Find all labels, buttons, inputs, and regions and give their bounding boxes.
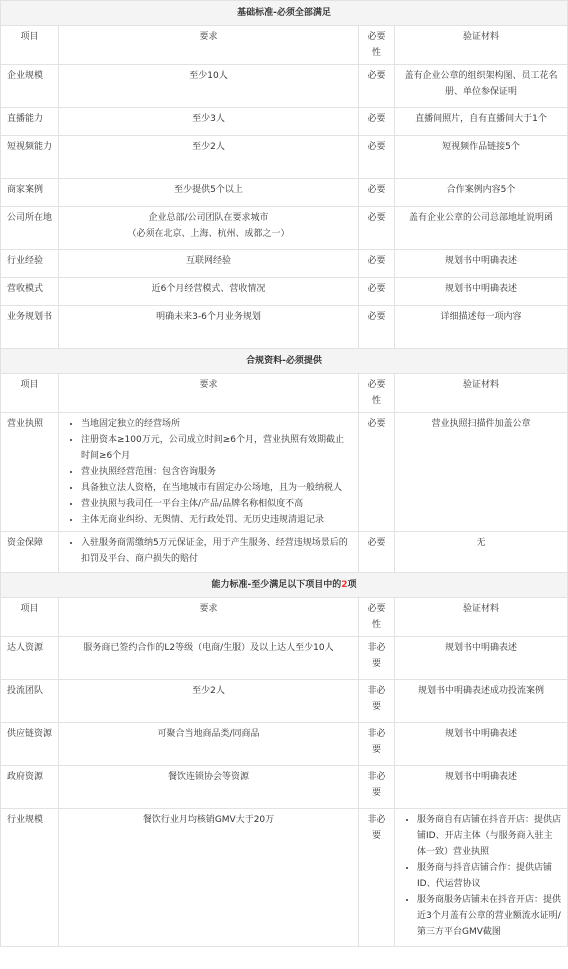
row-requirement: 至少提供5个以上: [59, 179, 359, 207]
row-item: 直播能力: [1, 108, 59, 136]
row-necessity: 非必要: [359, 723, 395, 766]
row-verification: 盖有企业公章的组织架构图、员工花名册、单位参保证明: [395, 65, 568, 108]
header-row-ability: [1, 598, 568, 637]
row-item: 达人资源: [1, 637, 59, 680]
row-requirement-list: [59, 413, 359, 532]
row-verification: 规划书中明确表述: [395, 766, 568, 809]
row-verification: 短视频作品链接5个: [395, 136, 568, 179]
bullet-list: [65, 535, 352, 567]
row-item: 公司所在地: [1, 207, 59, 250]
row-necessity: 必要: [359, 413, 395, 532]
header-item: 项目: [1, 598, 59, 637]
row-requirement: 至少2人: [59, 136, 359, 179]
table-row: [1, 306, 568, 349]
section-title-prefix: 能力标准-至少满足以下项目中的: [211, 580, 342, 590]
table-row: [1, 278, 568, 306]
header-verification: 验证材料: [395, 26, 568, 65]
row-verification: 规划书中明确表述: [395, 723, 568, 766]
header-requirement: 要求: [59, 374, 359, 413]
section-header-ability: [1, 573, 568, 598]
table-row: [1, 207, 568, 250]
row-item: 行业经验: [1, 250, 59, 278]
row-verification: 详细描述每一项内容: [395, 306, 568, 349]
row-item: 短视频能力: [1, 136, 59, 179]
row-necessity: 必要: [359, 207, 395, 250]
row-necessity: 必要: [359, 65, 395, 108]
row-item: 业务规划书: [1, 306, 59, 349]
bullet-list: [65, 416, 352, 528]
row-requirement: 可聚合当地商品类/同商品: [59, 723, 359, 766]
row-item: 行业规模: [1, 809, 59, 947]
header-requirement: 要求: [59, 26, 359, 65]
table-row: [1, 809, 568, 947]
list-item: • 当地固定独立的经营场所: [81, 416, 352, 432]
row-necessity: 必要: [359, 306, 395, 349]
header-row-compliance: [1, 374, 568, 413]
row-item: 资金保障: [1, 532, 59, 573]
list-item: • 具备独立法人资格，在当地城市有固定办公场地，且为一般纳税人: [81, 480, 352, 496]
section-title-ability: [1, 573, 568, 598]
row-necessity: 必要: [359, 136, 395, 179]
row-verification: 直播间照片，自有直播间大于1个: [395, 108, 568, 136]
list-item: • 注册资本≥100万元，公司成立时间≥6个月，营业执照有效期截止时间≥6个月: [81, 432, 352, 464]
row-item: 供应链资源: [1, 723, 59, 766]
row-necessity: 非必要: [359, 680, 395, 723]
row-requirement: 至少2人: [59, 680, 359, 723]
row-requirement: 明确未来3-6个月业务规划: [59, 306, 359, 349]
list-item: • 服务商自有店铺在抖音开店：提供店铺ID、开店主体（与服务商入驻主体一致）营业执照: [417, 812, 561, 860]
row-necessity: 必要: [359, 250, 395, 278]
section-title-count: 2: [341, 580, 348, 590]
row-requirement: 至少10人: [59, 65, 359, 108]
header-verification: 验证材料: [395, 374, 568, 413]
table-row: [1, 108, 568, 136]
row-verification: 规划书中明确表述: [395, 637, 568, 680]
header-item: 项目: [1, 374, 59, 413]
header-necessity: 必要性: [359, 26, 395, 65]
row-item: 商家案例: [1, 179, 59, 207]
row-requirement: 近6个月经营模式、营收情况: [59, 278, 359, 306]
header-item: 项目: [1, 26, 59, 65]
list-item: • 主体无商业纠纷、无舆情、无行政处罚、无历史违规清退记录: [81, 512, 352, 528]
row-necessity: 非必要: [359, 637, 395, 680]
row-verification: 无: [395, 532, 568, 573]
table-row: [1, 65, 568, 108]
row-requirement: 服务商已签约合作的L2等级（电商/生服）及以上达人至少10人: [59, 637, 359, 680]
row-item: 企业规模: [1, 65, 59, 108]
section-header-compliance: [1, 349, 568, 374]
bullet-list: [401, 812, 561, 940]
list-item: • 服务商服务店铺未在抖音开店：提供近3个月盖有公章的营业额流水证明/第三方平台GMV截图: [417, 892, 561, 940]
table-row: [1, 637, 568, 680]
row-necessity: 必要: [359, 179, 395, 207]
row-requirement: 企业总部/公司团队在要求城市 （必须在北京、上海、杭州、成都之一）: [59, 207, 359, 250]
table-row: [1, 413, 568, 532]
header-verification: 验证材料: [395, 598, 568, 637]
list-item: • 入驻服务商需缴纳5万元保证金，用于产生服务、经营违规场景后的扣罚及平台、商户损失的赔付: [81, 535, 352, 567]
row-item: 政府资源: [1, 766, 59, 809]
table-row: [1, 136, 568, 179]
row-verification: 规划书中明确表述成功投流案例: [395, 680, 568, 723]
table-row: [1, 766, 568, 809]
section-title-basic: 基础标准-必须全部满足: [1, 1, 568, 26]
section-title-compliance: 合规资料-必须提供: [1, 349, 568, 374]
header-necessity: 必要性: [359, 598, 395, 637]
row-requirement: 互联网经验: [59, 250, 359, 278]
row-necessity: 非必要: [359, 766, 395, 809]
table-row: [1, 179, 568, 207]
section-title-suffix: 项: [347, 580, 357, 590]
list-item: • 营业执照与我司任一平台主体/产品/品牌名称相似度不高: [81, 496, 352, 512]
header-necessity: 必要性: [359, 374, 395, 413]
list-item: • 营业执照经营范围：包含咨询服务: [81, 464, 352, 480]
row-requirement: 餐饮连锁协会等资源: [59, 766, 359, 809]
header-row-basic: [1, 26, 568, 65]
list-item: • 服务商与抖音店铺合作：提供店铺ID、代运营协议: [417, 860, 561, 892]
row-verification: 规划书中明确表述: [395, 250, 568, 278]
table-row: [1, 680, 568, 723]
table-row: [1, 532, 568, 573]
table-row: [1, 250, 568, 278]
row-requirement: 餐饮行业月均核销GMV大于20万: [59, 809, 359, 947]
row-necessity: 必要: [359, 532, 395, 573]
row-item: 营收模式: [1, 278, 59, 306]
row-requirement: 至少3人: [59, 108, 359, 136]
header-requirement: 要求: [59, 598, 359, 637]
row-verification: 营业执照扫描件加盖公章: [395, 413, 568, 532]
table-row: [1, 723, 568, 766]
row-necessity: 非必要: [359, 809, 395, 947]
row-verification: 盖有企业公章的公司总部地址说明函: [395, 207, 568, 250]
row-verification: 规划书中明确表述: [395, 278, 568, 306]
row-necessity: 必要: [359, 278, 395, 306]
row-item: 投流团队: [1, 680, 59, 723]
section-header-basic: [1, 1, 568, 26]
row-necessity: 必要: [359, 108, 395, 136]
row-requirement-list: [59, 532, 359, 573]
row-item: 营业执照: [1, 413, 59, 532]
row-verification: 合作案例内容5个: [395, 179, 568, 207]
row-verification-list: [395, 809, 568, 947]
